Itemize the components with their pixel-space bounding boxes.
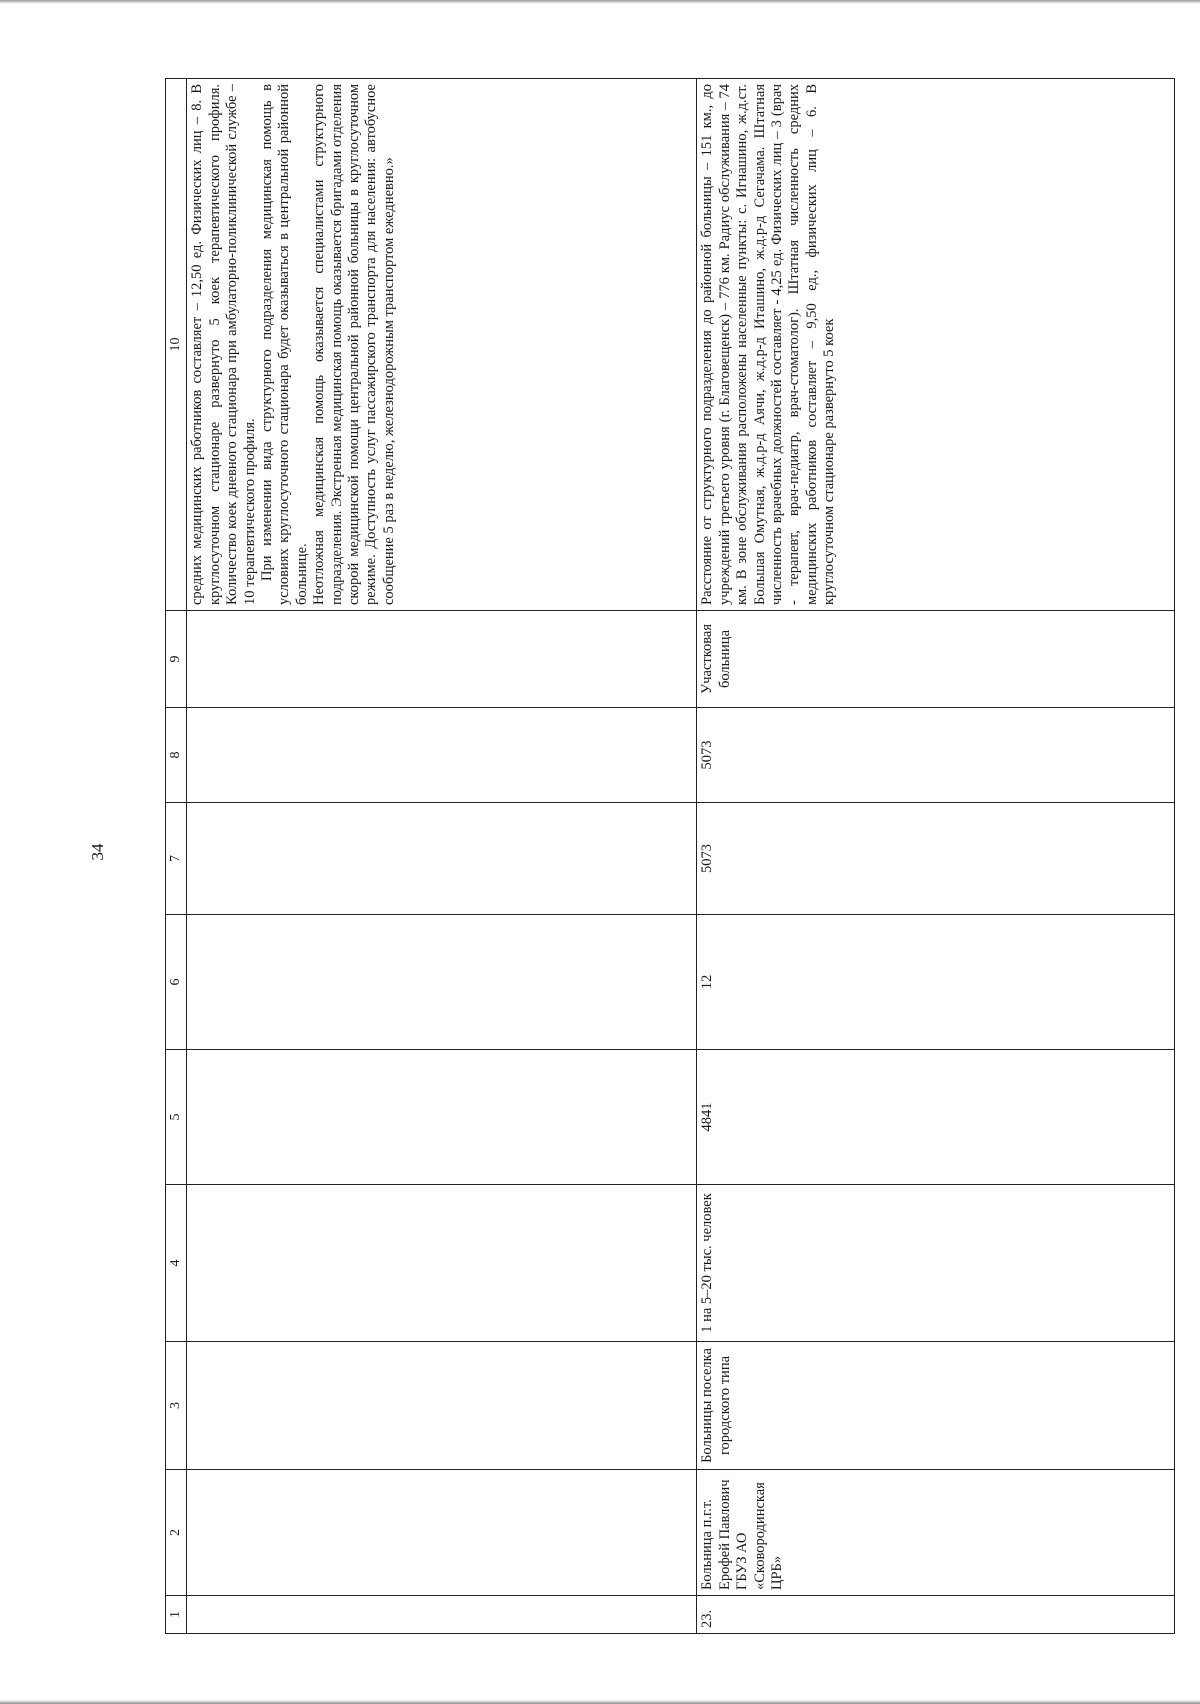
table-cell	[187, 1596, 697, 1634]
table-row-23	[697, 79, 1175, 1634]
table-cell	[187, 611, 697, 708]
header-row	[166, 79, 187, 1634]
scan-edge-bottom	[0, 1700, 1200, 1704]
description-paragraph: При изменении вида структурного подразделения медицинская помощь в условиях круглосуточного стационара будет оказываться в центральной районной больнице.	[258, 84, 310, 605]
value-cell-col8: 5073	[697, 708, 1175, 803]
header-cell: 5	[166, 1050, 187, 1185]
hospital-type-cell: Больницы поселка городского типа	[697, 1342, 1175, 1470]
value-cell-col7: 5073	[697, 803, 1175, 915]
header-cell: 8	[166, 708, 187, 803]
hospital-name-cell: Больница п.г.т. Ерофей Павлович ГБУЗ АО «Сковородинская ЦРБ»	[697, 1470, 1175, 1596]
rotated-page-content	[165, 79, 1175, 1634]
table-cell	[187, 915, 697, 1050]
description-cell	[187, 79, 697, 611]
value-cell-col5: 4841	[697, 1050, 1175, 1185]
header-cell: 10	[166, 79, 187, 611]
row-number-cell: 23.	[697, 1596, 1175, 1634]
table-cell	[187, 1470, 697, 1596]
header-cell: 2	[166, 1470, 187, 1596]
header-cell: 7	[166, 803, 187, 915]
table-cell	[187, 708, 697, 803]
table-cell	[187, 1050, 697, 1185]
header-cell: 9	[166, 611, 187, 708]
table-cell	[187, 803, 697, 915]
population-norm-cell: 1 на 5–20 тыс. человек	[697, 1185, 1175, 1342]
header-cell: 3	[166, 1342, 187, 1470]
page-number: 34	[88, 843, 107, 861]
description-cell: Расстояние от структурного подразделения до районной больницы – 151 км., до учреждений третьего уровня (г. Благовещенск) – 776 км. Радиус обслуживания – 74 км. В зоне обслуживания расположены населенные пункты: с. Игнашино, ж.д.ст. Большая Омутная, ж.д.р-д Аячи, ж.д.р-д Иташино, ж.д.р-д Сегачама. Штатная численность врачебных должностей составляет - 4,25 ед. Физических лиц – 3 (врач - терапевт, врач-педиатр, врач-стоматолог). Штатная численность средних медицинских работников составляет – 9,50 ед., физических лиц – 6. В круглосуточном стационаре развернуто 5 коек	[697, 79, 1175, 611]
table-row-continuation	[187, 79, 697, 1634]
header-cell: 1	[166, 1596, 187, 1634]
header-cell: 6	[166, 915, 187, 1050]
header-cell: 4	[166, 1185, 187, 1342]
description-paragraph: Неотложная медицинская помощь оказывается специалистами структурного подразделения. Экстренная медицинская помощь оказывается бригадами отделения скорой медицинской помощи центральной районной больницы в круглосуточном режиме. Доступность услуг пассажирского транспорта для населения: автобусное сообщение 5 раз в неделю, железнодорожным транспортом ежедневно.»	[311, 84, 397, 605]
table-cell	[187, 1342, 697, 1470]
table-cell	[187, 1185, 697, 1342]
hospital-table	[165, 78, 1175, 1634]
new-type-cell: Участковая больница	[697, 611, 1175, 708]
scan-edge-top	[0, 0, 1200, 4]
description-paragraph: средних медицинских работников составляет – 12,50 ед. Физических лиц – 8. В круглосуточном стационаре развернуто 5 коек терапевтического профиля. Количество коек дневного стационара при амбулаторно-поликлинической службе – 10 терапевтического профиля.	[189, 84, 258, 605]
value-cell-col6: 12	[697, 915, 1175, 1050]
